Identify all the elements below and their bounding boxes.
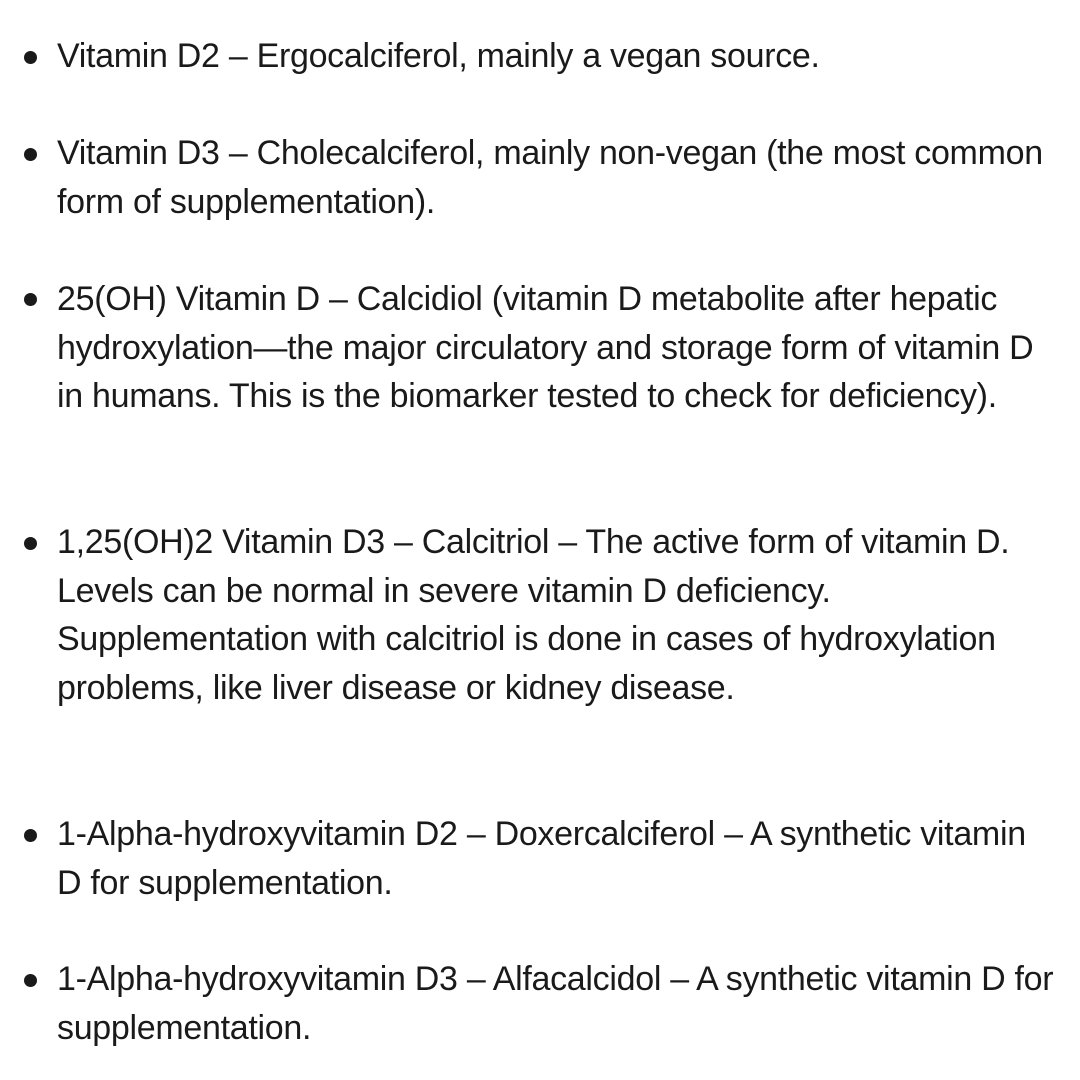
bullet-icon [24,293,37,306]
list-item: Vitamin D2 – Ergocalciferol, mainly a vegan source. [57,37,820,75]
bullet-icon [24,537,37,550]
bullet-icon [24,148,37,161]
bullet-icon [24,51,37,64]
list-item: 1-Alpha-hydroxyvitamin D2 – Doxercalciferol – A synthetic vitamin D for supplementation. [57,815,1026,902]
list-item: 25(OH) Vitamin D – Calcidiol (vitamin D metabolite after hepatic hydroxylation—the major circulatory and storage form of vitamin D in humans. This is the biomarker tested to check for deficiency). [57,280,1034,415]
bullet-icon [24,974,37,987]
list-item: Vitamin D3 – Cholecalciferol, mainly non-vegan (the most common form of supplementation). [57,134,1043,221]
list-item: 1-Alpha-hydroxyvitamin D3 – Alfacalcidol – A synthetic vitamin D for supplementation. [57,960,1054,1047]
list-item: 1,25(OH)2 Vitamin D3 – Calcitriol – The active form of vitamin D. Levels can be normal in severe vitamin D deficiency. Supplementation with calcitriol is done in cases of hydroxylation problems, like liver disease or kidney disease. [57,523,1010,707]
bullet-icon [24,829,37,842]
